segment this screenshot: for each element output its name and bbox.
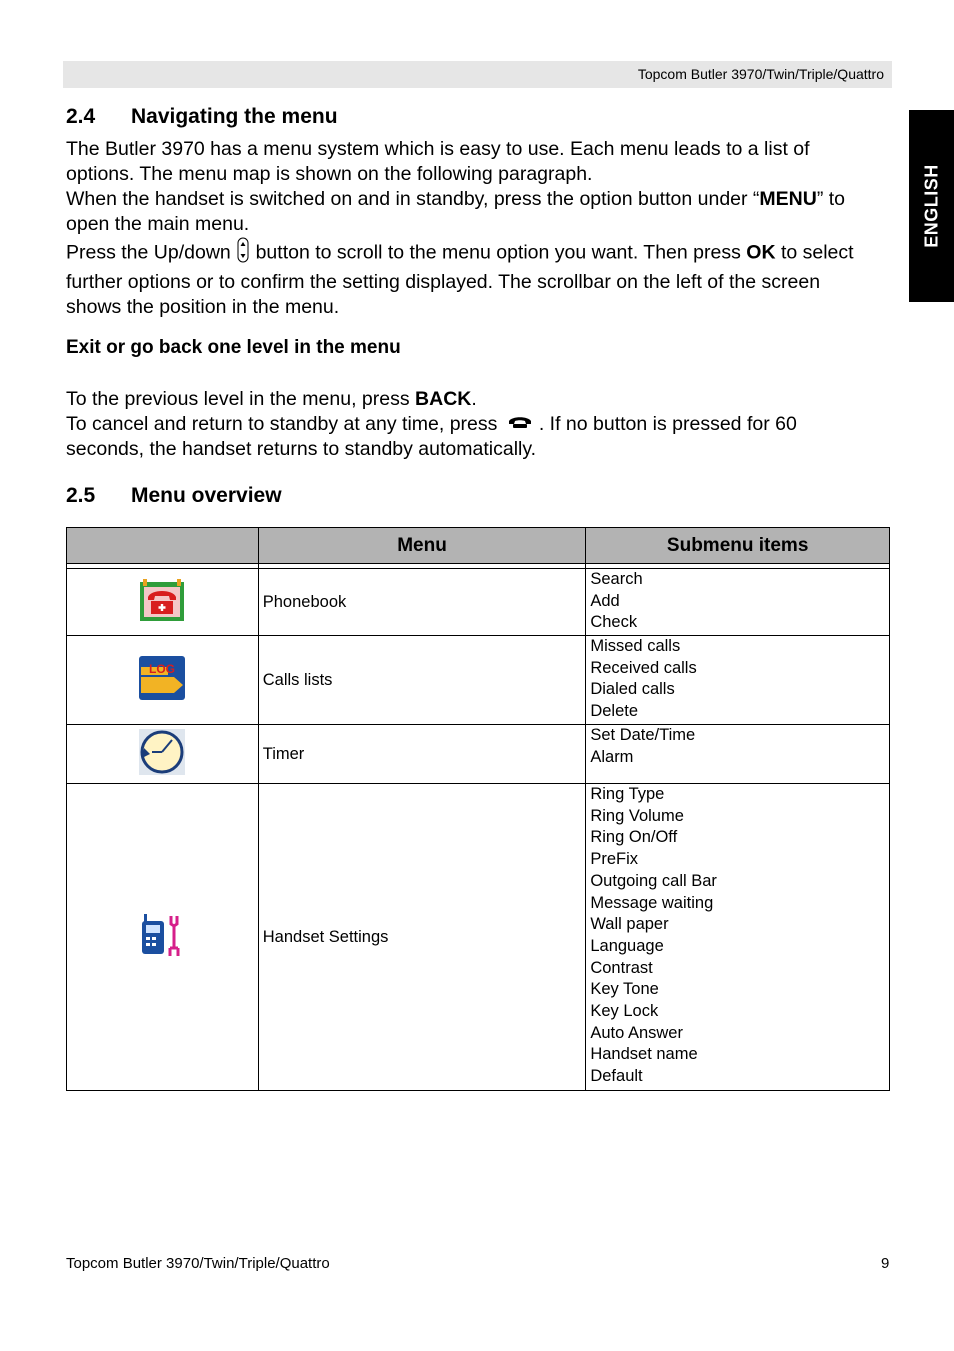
submenu-item: Missed calls (590, 637, 681, 655)
submenu-item: PreFix (590, 850, 639, 869)
section-heading-2-4 (66, 105, 338, 129)
table-row (67, 569, 890, 636)
updown-key-icon (236, 237, 250, 270)
menu-name-cell: Calls lists (258, 636, 586, 725)
submenu-item: Alarm (590, 747, 634, 766)
table-row (67, 784, 890, 1091)
language-tab-label: ENGLISH (921, 164, 941, 248)
menu-instruction-end: ” to open the main menu. (66, 188, 846, 235)
back-instruction-text: To the previous level in the menu, press (66, 388, 416, 410)
svg-text:LOG: LOG (149, 661, 176, 676)
submenu-item: Outgoing call Bar (590, 871, 717, 890)
submenu-item: Auto Answer (590, 1023, 683, 1042)
submenu-item: Ring Type (590, 785, 665, 803)
cancel-instruction-end: . If no button is pressed for 60 seconds, the handset returns to standby automatically. (66, 413, 797, 461)
submenu-item: Ring Volume (590, 806, 684, 825)
section-heading-2-5 (66, 484, 282, 508)
submenu-items-cell (586, 725, 890, 784)
timer-clock-icon (138, 728, 186, 781)
submenu-item: Key Tone (590, 980, 659, 999)
footer-title: Topcom Butler 3970/Twin/Triple/Quattro (66, 1255, 330, 1272)
back-keyword: BACK (415, 388, 472, 410)
intro-text: The Butler 3970 has a menu system which is easy to use. Each menu leads to a list of options. The menu map is shown on the following paragraph. (66, 138, 810, 185)
submenu-item: Search (590, 570, 643, 588)
page-number: 9 (881, 1255, 890, 1272)
updown-instruction-end: to select further options or to confirm the setting displayed. The scrollbar on the left of the screen shows the position in the menu. (66, 241, 854, 318)
language-tab (909, 110, 954, 302)
menu-instruction-text: When the handset is switched on and in standby, press the option button under “ (66, 188, 760, 210)
section-title: Menu overview (131, 484, 282, 507)
submenu-item: Set Date/Time (590, 726, 696, 744)
submenu-item: Received calls (590, 658, 697, 677)
submenu-item: Key Lock (590, 1002, 659, 1021)
header-menu-column: Menu (258, 528, 586, 564)
handset-settings-icon (140, 912, 184, 963)
handset-settings-icon-cell (67, 784, 259, 1091)
exit-paragraph (66, 387, 866, 462)
section-number: 2.5 (66, 484, 96, 507)
submenu-item: Contrast (590, 958, 653, 977)
submenu-item: Message waiting (590, 893, 714, 912)
submenu-item: Check (590, 613, 638, 632)
menu-overview-table (66, 527, 890, 1091)
menu-name-cell: Timer (258, 725, 586, 784)
section-title: Navigating the menu (131, 105, 338, 128)
submenu-items-cell (586, 636, 890, 725)
submenu-item: Add (590, 591, 620, 610)
submenu-item: Wall paper (590, 915, 669, 934)
intro-paragraph (66, 137, 866, 320)
submenu-item: Language (590, 936, 664, 955)
timer-icon-cell (67, 725, 259, 784)
calls-log-icon (138, 655, 186, 706)
menu-name-cell: Phonebook (258, 569, 586, 636)
submenu-items-cell (586, 784, 890, 1091)
submenu-item: Ring On/Off (590, 828, 678, 847)
section-number: 2.4 (66, 105, 96, 128)
header-icon-column (67, 528, 259, 564)
header-submenu-column: Submenu items (586, 528, 890, 564)
submenu-item: Dialed calls (590, 680, 675, 699)
exit-heading: Exit or go back one level in the menu (66, 337, 401, 358)
table-row (67, 636, 890, 725)
submenu-item: Default (590, 1067, 643, 1086)
header-title: Topcom Butler 3970/Twin/Triple/Quattro (637, 66, 884, 82)
submenu-item: Handset name (590, 1045, 698, 1064)
menu-keyword: MENU (759, 188, 817, 210)
submenu-item: Delete (590, 702, 639, 721)
updown-instruction-mid: button to scroll to the menu option you want. Then press (250, 241, 747, 264)
submenu-items-cell (586, 569, 890, 636)
ok-keyword: OK (746, 241, 776, 264)
hangup-key-icon (507, 412, 533, 437)
updown-instruction-text: Press the Up/down (66, 241, 237, 264)
phonebook-icon (139, 578, 185, 627)
calls-log-icon-cell (67, 636, 259, 725)
table-header-row (67, 528, 890, 564)
page-header-bar (63, 61, 892, 88)
table-row (67, 725, 890, 784)
menu-name-cell: Handset Settings (258, 784, 586, 1091)
phonebook-icon-cell (67, 569, 259, 636)
back-instruction-end: . (471, 388, 477, 410)
cancel-instruction-text: To cancel and return to standby at any time, press (66, 413, 503, 435)
